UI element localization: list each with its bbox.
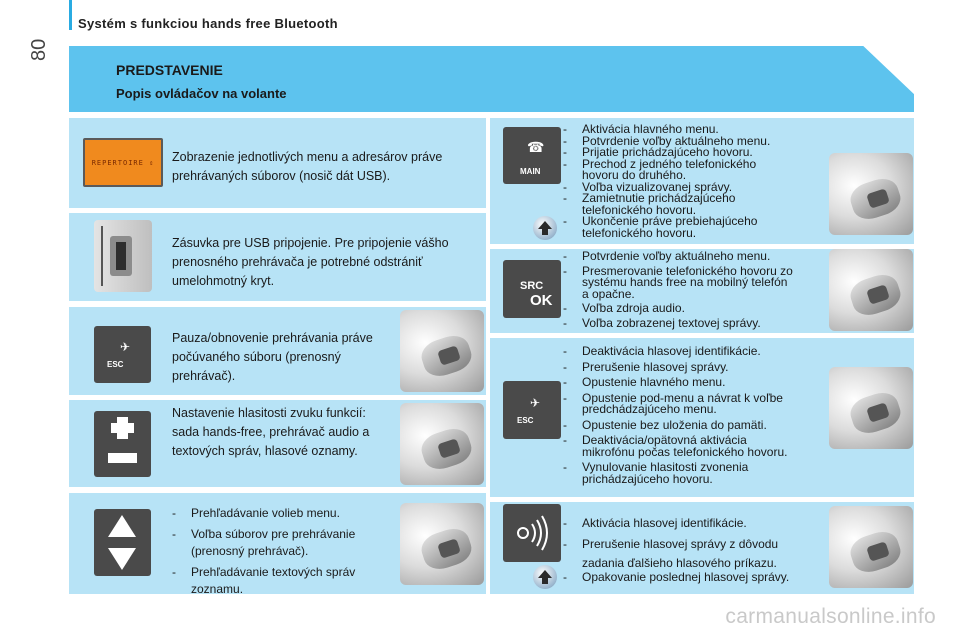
main-actions-list — [563, 124, 819, 239]
panel-voice — [490, 502, 914, 594]
mute-icon: ✈ — [120, 340, 131, 354]
list-item: - Presmerovanie telefonického hovoru zo systému hands free na mobilný telefón a opačne. — [563, 266, 823, 301]
list-item: - Voľba súborov pre prehrávanie (prenosný prehrávač). — [172, 529, 412, 558]
panel-repertoire — [69, 118, 486, 208]
src-label: SRC — [520, 280, 544, 292]
esc-description — [172, 329, 373, 386]
panel-usb — [69, 213, 486, 301]
text-line: Zásuvka pre USB pripojenie. Pre pripojenie vášho — [172, 236, 449, 250]
scroll-buttons — [94, 509, 151, 576]
voice-recognition-icon — [503, 504, 561, 562]
panel-esc-pause — [69, 307, 486, 395]
ok-label: OK — [530, 292, 553, 309]
steering-wheel-photo — [829, 153, 913, 235]
text-line: prenosného prehrávača je potrebné odstrániť — [172, 255, 423, 269]
repertoire-description — [172, 148, 442, 186]
panel-main — [490, 118, 914, 244]
long-press-icon — [533, 565, 557, 589]
text-line: prehrávač). — [172, 369, 236, 383]
text-line: prehrávaných súborov (nosič dát USB). — [172, 169, 391, 183]
list-item: - Prehľadávanie textových správ zoznamu. — [172, 567, 412, 596]
header-accent-bar — [69, 0, 72, 30]
updown-icon: ⇕ — [149, 158, 155, 167]
main-label: MAIN — [520, 167, 541, 176]
text-line: umelohmotný kryt. — [172, 274, 275, 288]
panel-scroll — [69, 493, 486, 594]
page-number: 80 — [28, 38, 50, 62]
volume-buttons — [94, 411, 151, 477]
main-button — [503, 127, 561, 184]
list-item: - Opustenie hlavného menu. — [563, 377, 823, 389]
steering-wheel-photo — [400, 403, 484, 485]
src-ok-actions-list — [563, 251, 823, 329]
text-line: Pauza/obnovenie prehrávania práve — [172, 331, 373, 345]
esc-button — [94, 326, 151, 383]
list-item: - Prehľadávanie volieb menu. — [172, 508, 412, 520]
text-line: počúvaného súboru (prenosný — [172, 350, 341, 364]
list-item: - Ukončenie práve prebiehajúceho telefonického hovoru. — [563, 216, 819, 239]
voice-actions-list — [563, 514, 823, 573]
list-item: - Voľba vizualizovanej správy. — [563, 182, 819, 194]
panel-esc-right — [490, 338, 914, 497]
scroll-actions-list — [172, 508, 412, 596]
text-line: Zobrazenie jednotlivých menu a adresárov práve — [172, 150, 443, 164]
panel-src-ok — [490, 249, 914, 333]
list-item: - Potvrdenie voľby aktuálneho menu. — [563, 136, 819, 148]
repertoire-button-text: REPERTOIRE — [91, 158, 144, 167]
panel-volume — [69, 400, 486, 487]
steering-wheel-photo — [829, 506, 913, 588]
volume-description — [172, 404, 369, 461]
steering-wheel-photo — [829, 249, 913, 331]
section-subtitle: Popis ovládačov na volante — [116, 86, 287, 101]
steering-wheel-photo — [400, 310, 484, 392]
usb-socket-drawing — [94, 220, 152, 292]
src-ok-button — [503, 260, 561, 318]
list-item: - Potvrdenie voľby aktuálneho menu. — [563, 251, 823, 263]
usb-socket-icon — [94, 220, 152, 292]
plus-minus-icon — [94, 411, 151, 477]
list-item: - Opustenie bez uloženia do pamäti. — [563, 420, 823, 432]
voice-long-press-list — [563, 572, 833, 584]
list-item: - Prechod z jedného telefonického hovoru do druhého. — [563, 159, 819, 182]
text-line: sada hands-free, prehrávač audio a — [172, 425, 370, 439]
page-header: Systém s funkciou hands free Bluetooth — [78, 16, 338, 31]
list-item: - Zamietnutie prichádzajúceho telefonického hovoru. — [563, 193, 819, 216]
esc-button — [503, 381, 561, 439]
text-line: textových správ, hlasové oznamy. — [172, 444, 358, 458]
list-item: - Opustenie pod-menu a návrat k voľbe predchádzajúceho menu. — [563, 393, 823, 416]
phone-handset-icon: ☎ — [527, 139, 545, 155]
usb-description — [172, 234, 449, 291]
watermark: carmanualsonline.info — [725, 605, 936, 628]
steering-wheel-photo — [400, 503, 484, 585]
esc-label: ESC — [107, 360, 124, 369]
list-item: - Prerušenie hlasovej správy. — [563, 362, 823, 374]
list-item: - Voľba zobrazenej textovej správy. — [563, 318, 823, 330]
long-press-icon — [533, 216, 557, 240]
repertoire-button — [83, 138, 163, 187]
esc-actions-list — [563, 346, 823, 485]
text-line: Nastavenie hlasitosti zvuku funkcií: — [172, 406, 366, 420]
list-item: - Voľba zdroja audio. — [563, 303, 823, 315]
list-item: - Opakovanie poslednej hlasovej správy. — [563, 572, 833, 584]
voice-button — [503, 504, 561, 562]
section-banner — [69, 46, 914, 112]
list-item: - Aktivácia hlavného menu. — [563, 124, 819, 136]
up-down-arrows-icon — [94, 509, 151, 576]
list-item: - Vynulovanie hlasitosti zvonenia prichádzajúceho hovoru. — [563, 462, 823, 485]
list-item: - Deaktivácia hlasovej identifikácie. — [563, 346, 823, 358]
list-item: - Aktivácia hlasovej identifikácie. — [563, 514, 823, 533]
section-title: PREDSTAVENIE — [116, 62, 223, 78]
esc-label: ESC — [517, 416, 534, 425]
steering-wheel-photo — [829, 367, 913, 449]
list-item: - Prijatie prichádzajúceho hovoru. — [563, 147, 819, 159]
mute-icon: ✈ — [530, 396, 541, 410]
list-item: - Deaktivácia/opätovná aktivácia mikrofónu počas telefonického hovoru. — [563, 435, 823, 458]
list-item: - Prerušenie hlasovej správy z dôvodu zadania ďalšieho hlasového príkazu. — [563, 535, 823, 573]
